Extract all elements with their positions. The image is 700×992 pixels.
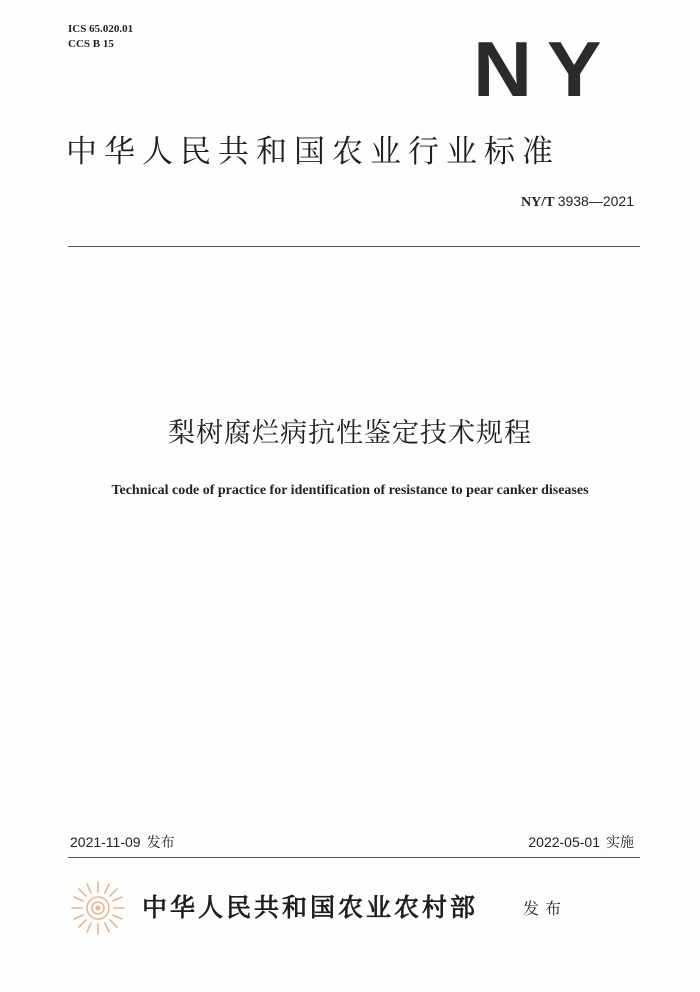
issuing-ministry: 中华人民共和国农业农村部	[142, 893, 479, 922]
chinese-title: 梨树腐烂病抗性鉴定技术规程	[168, 418, 532, 449]
ics-code: ICS 65.020.01	[68, 23, 134, 35]
ccs-code: CCS B 15	[68, 38, 114, 50]
issue-date-line	[70, 832, 175, 852]
implementation-label: 实施	[606, 835, 634, 851]
ministry-seal-icon	[68, 878, 128, 938]
implementation-date-line	[528, 832, 634, 852]
english-title: Technical code of practice for identification of resistance to pear canker diseases	[111, 483, 589, 498]
issue-label: 发布	[146, 835, 175, 851]
standard-code: 3938—2021	[557, 193, 634, 209]
standard-prefix: NY/T	[521, 195, 555, 210]
top-divider	[68, 246, 640, 247]
bottom-divider	[68, 857, 640, 858]
classification-codes	[68, 22, 133, 52]
issue-date: 2021-11-09	[70, 834, 141, 850]
organization-title: 中华人民共和国农业行业标准	[66, 134, 560, 170]
ny-logo: NY	[473, 25, 617, 113]
implementation-date: 2022-05-01	[528, 834, 600, 850]
publish-label: 发布	[523, 899, 568, 918]
standard-number	[521, 193, 634, 211]
